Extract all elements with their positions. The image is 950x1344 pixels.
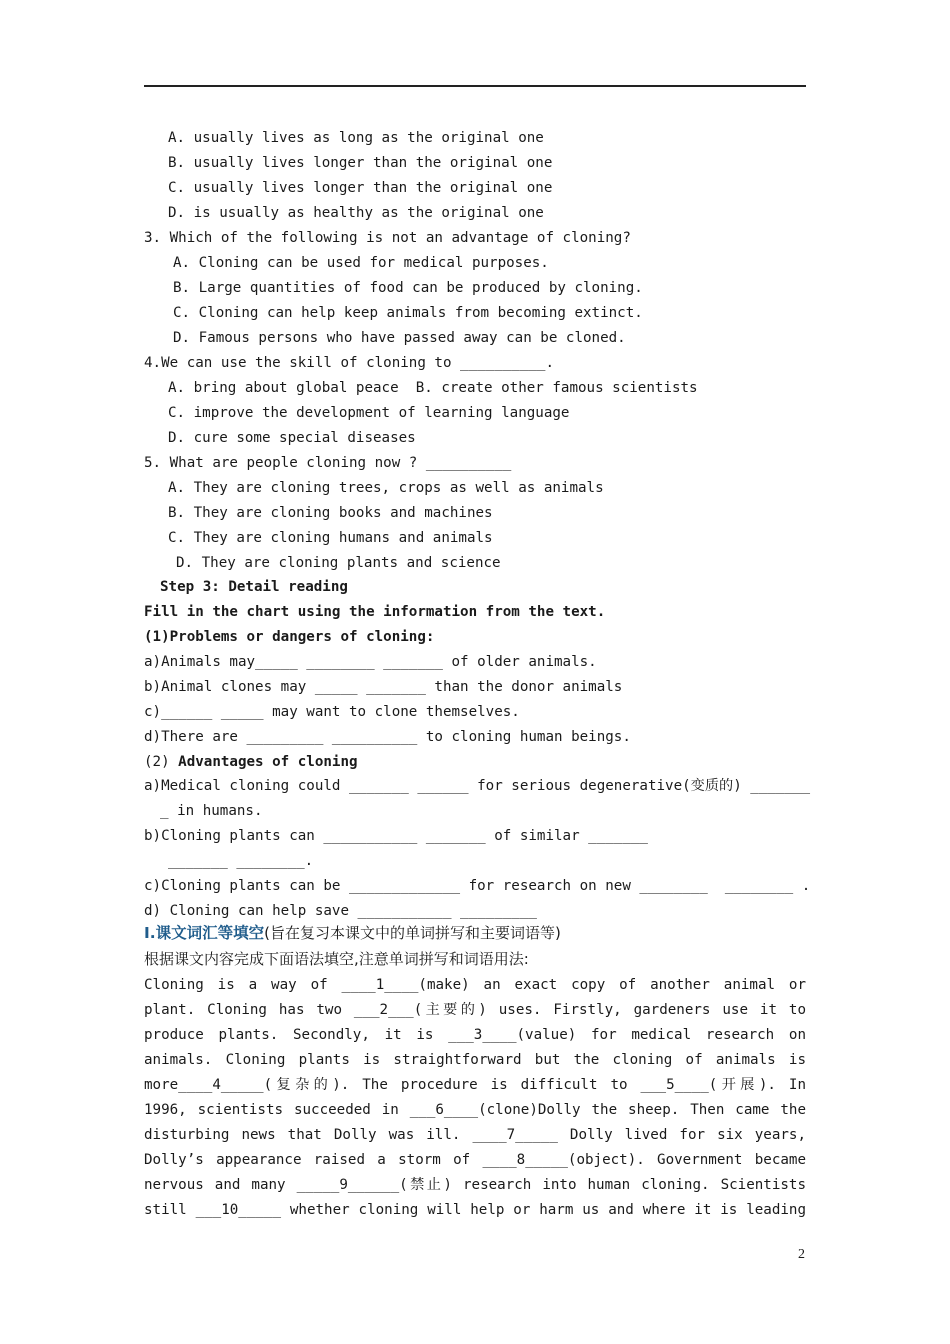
passage-line-3: produce plants. Secondly, it is ___3____(value) for medical research on	[144, 1027, 806, 1043]
q5-option-a: A. They are cloning trees, crops as well as animals	[168, 480, 604, 496]
page-number: 2	[798, 1247, 805, 1262]
passage-line-6: 1996, scientists succeeded in ___6____(clone)Dolly the sheep. Then came the	[144, 1102, 806, 1118]
q4-question: 4.We can use the skill of cloning to __________.	[144, 355, 554, 371]
advantage-a-line2: _ in humans.	[160, 803, 263, 819]
passage-line-2: plant. Cloning has two ___2___(主要的) uses. Firstly, gardeners use it to	[144, 1002, 806, 1018]
problems-title: (1)Problems or dangers of cloning:	[144, 629, 435, 645]
advantage-c: c)Cloning plants can be _____________ for research on new ________ ________ .	[144, 878, 811, 894]
header-rule	[144, 85, 806, 87]
section1-note: (旨在复习本课文中的单词拼写和主要词语等)	[264, 924, 561, 942]
q5-option-b: B. They are cloning books and machines	[168, 505, 493, 521]
q2-option-c: C. usually lives longer than the original one	[168, 180, 553, 196]
section1-instruction: 根据课文内容完成下面语法填空,注意单词拼写和词语用法:	[144, 950, 529, 968]
passage-line-10: still ___10_____ whether cloning will help or harm us and where it is leading	[144, 1202, 806, 1218]
advantage-b-line2: _______ ________.	[168, 853, 314, 869]
step3-instruction: Fill in the chart using the information from the text.	[144, 604, 606, 620]
q3-option-b: B. Large quantities of food can be produced by cloning.	[173, 280, 643, 296]
advantages-number: (2)	[144, 754, 179, 770]
advantages-title	[144, 753, 358, 771]
passage-line-9: nervous and many _____9______(禁止) research into human cloning. Scientists	[144, 1177, 806, 1193]
q4-option-c: C. improve the development of learning language	[168, 405, 570, 421]
section1-heading	[144, 924, 561, 943]
q4-option-ab: A. bring about global peace B. create other famous scientists	[168, 380, 698, 396]
problem-a: a)Animals may_____ ________ _______ of older animals.	[144, 654, 597, 670]
passage-line-7: disturbing news that Dolly was ill. ____7_____ Dolly lived for six years,	[144, 1127, 806, 1143]
section1-title: Ⅰ.课文词汇等填空	[144, 924, 265, 942]
problem-d: d)There are _________ __________ to cloning human beings.	[144, 729, 631, 745]
problem-c: c)______ _____ may want to clone themselves.	[144, 704, 520, 720]
passage-line-8: Dolly’s appearance raised a storm of ____8_____(object). Government became	[144, 1152, 806, 1168]
q5-option-d: D. They are cloning plants and science	[176, 555, 501, 571]
q3-option-a: A. Cloning can be used for medical purposes.	[173, 255, 549, 271]
passage-line-4: animals. Cloning plants is straightforward but the cloning of animals is	[144, 1052, 806, 1068]
passage-line-5: more____4_____(复杂的). The procedure is difficult to ___5____(开展). In	[144, 1077, 806, 1093]
q3-question: 3. Which of the following is not an advantage of cloning?	[144, 230, 631, 246]
q2-option-b: B. usually lives longer than the original one	[168, 155, 553, 171]
passage-line-1: Cloning is a way of ____1____(make) an exact copy of another animal or	[144, 977, 806, 993]
advantage-b-line1: b)Cloning plants can ___________ _______ of similar _______	[144, 828, 648, 844]
q5-question: 5. What are people cloning now ? __________	[144, 455, 512, 471]
q5-option-c: C. They are cloning humans and animals	[168, 530, 493, 546]
problem-b: b)Animal clones may _____ _______ than the donor animals	[144, 679, 623, 695]
advantage-d: d) Cloning can help save ___________ _________	[144, 903, 537, 919]
advantage-a-line1: a)Medical cloning could _______ ______ for serious degenerative(变质的) _______	[144, 778, 811, 794]
q4-option-d: D. cure some special diseases	[168, 430, 416, 446]
step3-title: Step 3: Detail reading	[160, 579, 348, 595]
q3-option-c: C. Cloning can help keep animals from becoming extinct.	[173, 305, 643, 321]
q2-option-a: A. usually lives as long as the original one	[168, 130, 544, 146]
q2-option-d: D. is usually as healthy as the original one	[168, 205, 544, 221]
q3-option-d: D. Famous persons who have passed away can be cloned.	[173, 330, 626, 346]
advantages-label: Advantages of cloning	[178, 754, 358, 770]
